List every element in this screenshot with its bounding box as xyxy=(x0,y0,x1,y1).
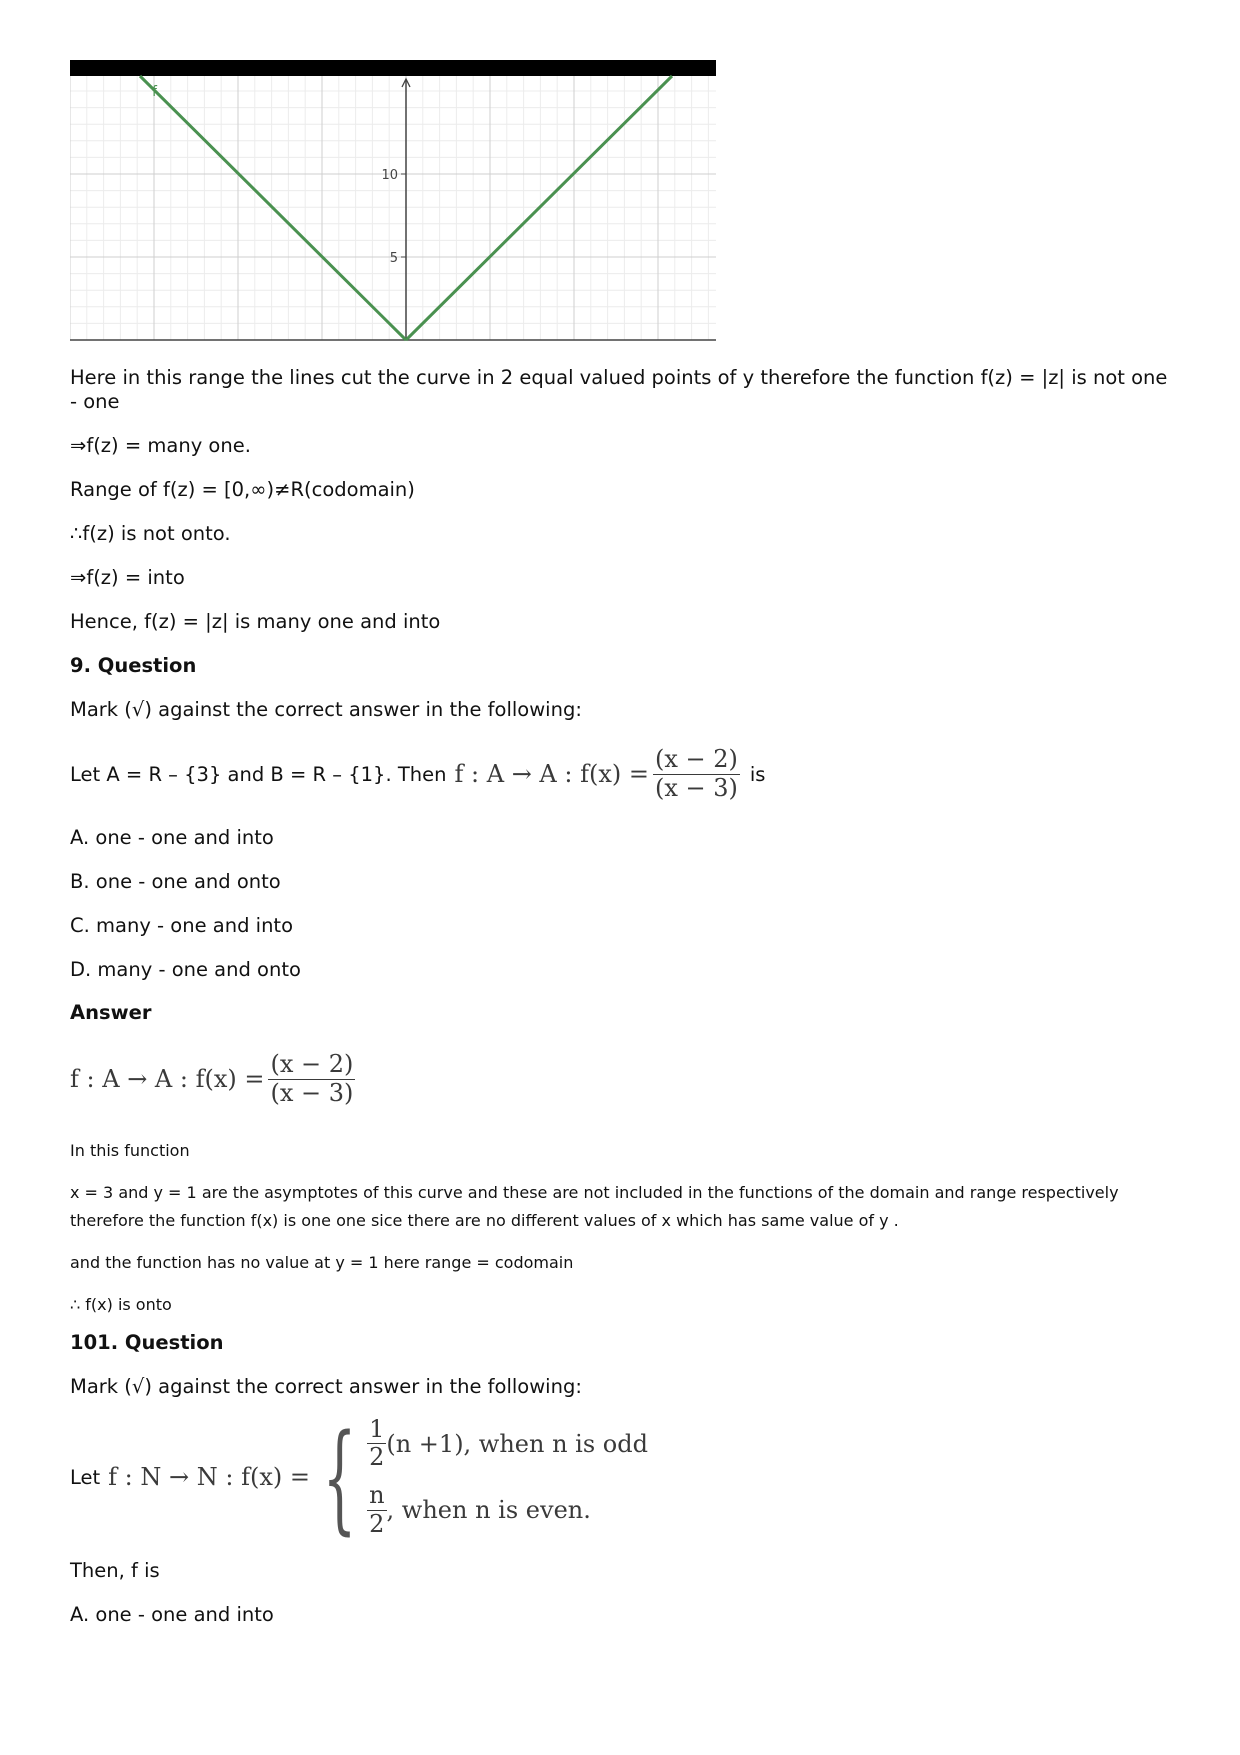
answer-math-lhs: f : A → A : f(x) = xyxy=(70,1065,265,1093)
question-9-option-b: B. one - one and onto xyxy=(70,870,281,893)
piecewise-case-even xyxy=(367,1482,648,1538)
graph-svg xyxy=(70,60,716,346)
y-tick-label: 10 xyxy=(381,168,398,183)
question-101-stem-prefix: Let xyxy=(70,1465,101,1489)
fraction-denominator: (x − 3) xyxy=(270,1078,354,1107)
question-9-stem-prefix: Let A = R – {3} and B = R – {1}. Then xyxy=(70,762,447,786)
solution-line-many-one: ⇒f(z) = many one. xyxy=(70,434,251,457)
curve-label: f xyxy=(152,84,157,100)
curve-right-branch xyxy=(406,76,672,340)
fraction-denominator: (x − 3) xyxy=(654,773,738,802)
absolute-value-graph xyxy=(70,60,716,346)
case-odd-text: (n +1), when n is odd xyxy=(386,1429,648,1458)
y-tick-label: 5 xyxy=(389,251,398,266)
question-9-stem-suffix: is xyxy=(749,762,766,786)
case-even-text: , when n is even. xyxy=(386,1496,591,1525)
solution-conclusion: Hence, f(z) = |z| is many one and into xyxy=(70,610,441,633)
piecewise-cases xyxy=(367,1416,648,1538)
question-101-option-a: A. one - one and into xyxy=(70,1603,274,1626)
question-9-instruction: Mark (√) against the correct answer in the following: xyxy=(70,698,582,721)
question-101-stem-math: f : N → N : f(x) = xyxy=(108,1463,310,1491)
question-9-answer-math xyxy=(70,1039,1180,1119)
case-fraction xyxy=(367,1416,386,1472)
question-9-option-c: C. many - one and into xyxy=(70,914,294,937)
question-101-instruction: Mark (√) against the correct answer in the following: xyxy=(70,1375,582,1398)
answer-explanation-2: x = 3 and y = 1 are the asymptotes of this curve and these are not included in the functions of the domain and range respectively therefore the function f(x) is one one sice there are no different values of x which has same value of y . xyxy=(70,1183,1119,1230)
answer-fraction xyxy=(268,1051,355,1107)
solution-paragraph: Here in this range the lines cut the curve in 2 equal valued points of y therefore the function f(z) = |z| is not one - one xyxy=(70,366,1168,413)
question-9-option-a: A. one - one and into xyxy=(70,826,274,849)
answer-explanation-3: and the function has no value at y = 1 here range = codomain xyxy=(70,1253,574,1272)
fraction-denominator: 2 xyxy=(369,1509,385,1538)
question-9-option-d: D. many - one and onto xyxy=(70,958,301,981)
question-9-stem-math: f : A → A : f(x) = xyxy=(454,760,649,788)
top-black-bar xyxy=(70,60,716,76)
page-content xyxy=(70,60,1180,1627)
curve-left-branch xyxy=(140,76,406,340)
fraction-numerator: 1 xyxy=(369,1414,385,1443)
question-9-answer-heading: Answer xyxy=(70,1001,152,1024)
fraction-numerator: (x − 2) xyxy=(270,1049,354,1078)
fraction-denominator: 2 xyxy=(369,1443,385,1472)
question-101-heading: 101. Question xyxy=(70,1331,224,1354)
question-101-stem xyxy=(70,1407,1180,1547)
answer-explanation-4: ∴ f(x) is onto xyxy=(70,1295,172,1314)
question-9-fraction xyxy=(653,746,740,802)
answer-explanation-1: In this function xyxy=(70,1141,190,1160)
case-fraction xyxy=(367,1482,386,1538)
fraction-numerator: n xyxy=(369,1481,385,1509)
solution-line-range: Range of f(z) = [0,∞)≠R(codomain) xyxy=(70,478,415,501)
question-9-heading: 9. Question xyxy=(70,654,197,677)
solution-line-into: ⇒f(z) = into xyxy=(70,566,185,589)
question-9-stem xyxy=(70,734,1180,814)
piecewise-case-odd xyxy=(367,1416,648,1472)
solution-line-not-onto: ∴f(z) is not onto. xyxy=(70,522,231,545)
piecewise-definition xyxy=(310,1408,648,1546)
left-brace: { xyxy=(322,1408,357,1546)
question-101-then: Then, f is xyxy=(70,1559,160,1582)
fraction-numerator: (x − 2) xyxy=(654,744,738,773)
